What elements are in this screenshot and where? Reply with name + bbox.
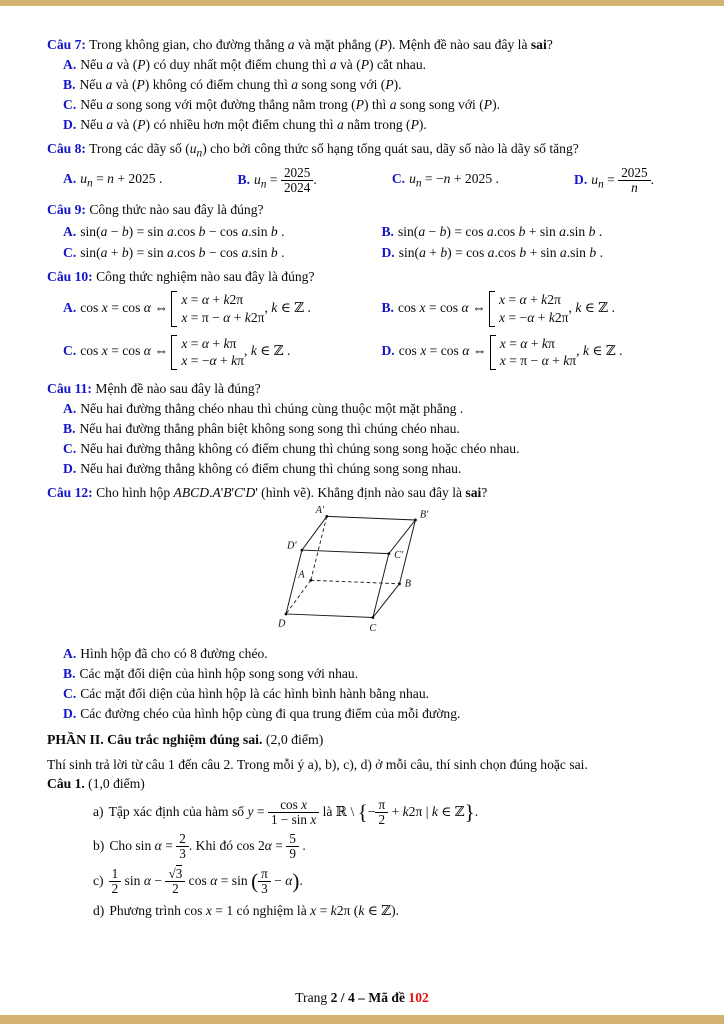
option-text: sin(a + b) = cos a.cos b + sin a.sin b . [398,245,603,261]
option-text: $u_n$ = $\frac{2025}{2024}$ . [254,164,317,195]
option-letter: B. [63,421,76,437]
option-letter: A. [63,57,77,73]
option-10a [63,290,373,327]
option-letter: D. [381,245,395,261]
item-letter: b) [93,838,105,854]
option-text: Nếu hai đường thẳng chéo nhau thì chúng cùng thuộc một mặt phẳng . [80,401,464,417]
vertex-dot [387,552,390,555]
option-letter: C. [63,245,77,261]
part2-items [47,798,680,920]
page-footer-text: Trang 2 / 4 – Mã đề 102 [295,989,429,1005]
option-text: Nếu hai đường thẳng không có điểm chung thì chúng song song hoặc chéo nhau. [80,441,520,457]
option-text: cos x = cos α ⇔ x = α + k2π x = π − α + k2π , k ∈ ℤ . [80,292,311,325]
vertex-label-a: A [297,569,305,581]
option-text: Nếu a song song với một đường thẳng nằm trong (P) thì a song song với (P). [80,97,500,113]
option-9b [381,222,680,241]
part2-section [47,730,680,920]
option-letter: C. [63,343,77,359]
option-letter: A. [63,401,77,417]
option-letter: B. [63,666,76,682]
options-list [47,287,680,374]
question-stem-row [47,200,680,219]
option-8c [392,169,499,193]
option-7c [63,95,680,114]
option-letter: D. [63,117,77,133]
question-label: Câu 7: [47,37,86,52]
part2-cau1-heading [47,774,680,793]
question-stem-row [47,139,680,163]
option-text: sin(a − b) = sin a.cos b − cos a.sin b . [80,224,285,240]
option-9c [63,243,373,262]
part2-heading [47,730,680,749]
options-list [47,166,680,195]
option-text: $u_n = -n + 2025$ . [409,170,499,190]
option-text: sin(a + b) = sin a.cos b − cos a.sin b . [80,245,285,261]
option-10d [381,334,680,371]
option-text: $u_n$ = $\frac{2025}{n}$ . [591,164,654,195]
option-11b [63,419,680,438]
option-letter: D. [63,461,77,477]
item-letter: c) [93,872,104,888]
options-list [47,55,680,134]
option-letter: C. [63,97,77,113]
item-text: Cho sin α = $\frac{2}{3}$ . Khi đó cos 2α = $\frac{5}{9}$ . [109,831,306,862]
question-stem: Cho hình hộp ABCD.A'B'C'D' (hình vẽ). Khẳng định nào sau đây là sai? [96,485,488,501]
option-12b [63,664,680,683]
question-stem-row [47,267,680,286]
vertex-dot [325,515,328,518]
option-12d [63,704,680,723]
option-letter: B. [237,171,250,187]
option-text: Nếu hai đường thẳng không có điểm chung thì chúng song song nhau. [80,461,462,477]
option-7d [63,115,680,134]
question-stem: Mệnh đề nào sau đây là đúng? [95,381,261,397]
question-10 [47,267,680,374]
vertex-label-d-prime: D' [286,540,297,552]
option-7b [63,75,680,94]
option-9a [63,222,373,241]
item-letter: a) [93,803,104,819]
page-edge-bottom [0,1015,724,1024]
question-stem-row [47,35,680,54]
q12-figure [47,504,680,642]
option-letter: B. [63,77,76,93]
part2-heading-points: (2,0 điểm) [262,732,324,748]
option-text: Nếu hai đường thẳng phân biệt không song song thì chúng chéo nhau. [79,421,460,437]
question-12 [47,483,680,723]
question-11 [47,379,680,478]
item-text: Phương trình cos x = 1 có nghiệm là x = k2π (k ∈ ℤ). [109,903,400,919]
question-stem: Trong các dãy số $(u_n)$ cho bởi công thức số hạng tổng quát sau, dãy số nào là dãy số tăng? [89,141,579,160]
option-11d [63,459,680,478]
option-letter: C. [63,441,77,457]
part2-item-c [93,867,680,896]
option-11c [63,439,680,458]
question-8 [47,139,680,195]
vertex-label-d: D [277,618,285,630]
vertex-dot [300,549,303,552]
option-8d [574,166,654,195]
vertex-label-b-prime: B' [419,509,428,521]
item-text: Tập xác định của hàm số y = $\frac{\text{cos x}}{\text{1 − sin x}}$ là ℝ \ {− $\frac{\pi}{2}$ + k2π | k ∈ ℤ}. [108,796,479,827]
vertex-label-a-prime: A' [315,505,324,517]
option-letter: C. [391,170,406,186]
question-label: Câu 11: [47,381,92,397]
question-label: Câu 10: [47,269,93,285]
question-label: Câu 9: [47,202,86,218]
option-text: Hình hộp đã cho có 8 đường chéo. [80,646,268,662]
option-7a [63,55,680,74]
vertex-dot [371,616,374,619]
part2-item-b [93,832,680,861]
option-text: Nếu a và (P) có nhiều hơn một điểm chung thì a nằm trong (P). [80,117,427,133]
option-12c [63,684,680,703]
part2-instructions: Thí sinh trả lời từ câu 1 đến câu 2. Trong mỗi ý a), b), c), d) ở mỗi câu, thí sinh chọn đúng hoặc sai. [47,756,588,772]
vertex-label-c-prime: C' [393,550,403,562]
box-solid-edges [285,517,414,618]
vertex-label-b: B [404,578,411,590]
box-hidden-edges [285,517,398,615]
option-10c [63,334,373,371]
option-text: Nếu a và (P) có duy nhất một điểm chung thì a và (P) cắt nhau. [80,57,427,73]
option-text: Nếu a và (P) không có điểm chung thì a song song với (P). [79,77,402,93]
option-letter: A. [63,224,77,240]
part2-heading-bold: PHẦN II. Câu trắc nghiệm đúng sai. [47,732,263,748]
option-text: cos x = cos α ⇔ x = α + k2π x = −α + k2π , k ∈ ℤ . [397,292,615,325]
part2-cau1-label: Câu 1. [47,775,85,791]
option-text: sin(a − b) = cos a.cos b + sin a.sin b . [397,224,603,240]
option-11a [63,399,680,418]
options-list [47,399,680,478]
option-letter: A. [63,646,77,662]
option-letter: D. [381,343,395,359]
vertex-dot [414,519,417,522]
vertex-label-c: C [368,622,376,634]
option-letter: D. [574,171,588,187]
option-8b [238,166,317,195]
option-9d [381,243,680,262]
option-text: cos x = cos α ⇔ x = α + kπ x = −α + kπ , k ∈ ℤ . [80,335,291,369]
question-stem: Công thức nào sau đây là đúng? [89,202,264,218]
vertex-dot [398,583,401,586]
question-7 [47,35,680,134]
option-text: Các mặt đối diện của hình hộp song song với nhau. [79,666,359,682]
vertex-dot [309,579,312,582]
option-letter: A. [63,170,77,186]
part2-item-d [93,901,680,920]
option-8a [63,169,162,193]
option-text: Các đường chéo của hình hộp cùng đi qua trung điểm của mỗi đường. [80,706,461,722]
page-footer [0,988,724,1007]
question-label: Câu 8: [47,141,86,157]
option-12a [63,644,680,663]
option-letter: D. [63,706,77,722]
page-edge-top [0,0,724,6]
item-letter: d) [93,903,105,919]
parallelepiped-figure [275,504,453,637]
vertex-dot [284,613,287,616]
question-stem-row [47,483,680,502]
option-text: cos x = cos α ⇔ x = α + kπ x = π − α + kπ , k ∈ ℤ . [398,335,623,369]
option-10b [381,290,680,327]
part2-item-a [93,798,680,827]
options-list [47,220,680,262]
options-list [47,644,680,723]
option-letter: A. [63,300,77,316]
option-letter: B. [381,224,394,240]
option-text: Các mặt đối diện của hình hộp là các hình bình hành bằng nhau. [80,686,430,702]
question-9 [47,200,680,262]
question-stem: Trong không gian, cho đường thẳng a và mặt phẳng (P). Mệnh đề nào sau đây là sai? [89,37,553,52]
option-letter: B. [381,300,394,316]
part2-cau1-points: (1,0 điểm) [84,775,145,791]
item-text: $\frac{1}{2}$ sin α − $\frac{√3}{2}$ cos α = sin ( $\frac{\pi}{3}$ − α). [109,873,303,888]
option-text: $u_n = n + 2025$ . [80,170,163,190]
question-stem: Công thức nghiệm nào sau đây là đúng? [96,269,315,285]
question-stem-row [47,379,680,398]
question-label: Câu 12: [47,485,93,501]
option-letter: C. [63,686,77,702]
